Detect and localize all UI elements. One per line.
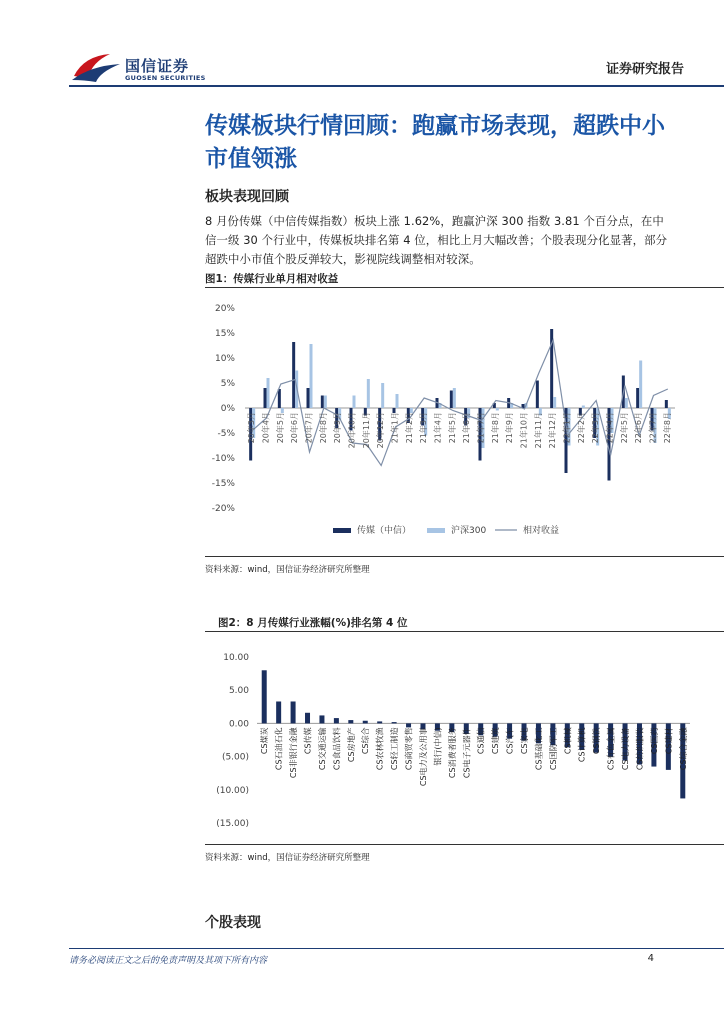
x-tick-label: CS综合金融 — [678, 727, 688, 771]
x-tick-label: CS国防军工 — [548, 727, 558, 771]
bar-industry — [319, 715, 324, 723]
bar-media — [321, 396, 324, 409]
x-tick-label: CS电力及公用事 — [418, 727, 428, 787]
x-tick-label: CS非银行金融 — [289, 727, 299, 779]
x-tick-label: CS电子元器件 — [462, 727, 472, 779]
x-tick-label: 21年9月 — [505, 412, 515, 444]
x-tick-label: 银行(中信) — [433, 727, 443, 766]
logo-name-cn: 国信证券 — [125, 57, 190, 75]
bar-hs300 — [496, 408, 499, 411]
bar-hs300 — [453, 388, 456, 408]
x-tick-label: 22年1月 — [562, 412, 572, 444]
y-tick-label: 10% — [214, 354, 235, 364]
x-tick-label: CS传媒 — [303, 727, 313, 755]
x-tick-label: 21年6月 — [462, 412, 472, 444]
x-tick-label: CS商贸零售 — [404, 727, 414, 771]
figure2-title: 图2：8 月传媒行业涨幅(%)排名第 4 位 — [218, 617, 408, 629]
y-tick-label: 10.00 — [223, 653, 249, 663]
figure1-top-rule — [205, 287, 724, 288]
x-tick-label: CS基础化工 — [534, 727, 544, 771]
x-tick-label: 21年7月 — [476, 412, 486, 444]
bar-industry — [334, 718, 339, 723]
bar-hs300 — [267, 378, 270, 408]
bar-industry — [377, 721, 382, 723]
figure1-source: 资料来源：wind，国信证券经济研究所整理 — [205, 565, 370, 575]
x-tick-label: 21年4月 — [433, 412, 443, 444]
x-tick-label: 20年11月 — [361, 412, 371, 449]
x-tick-label: CS建筑 — [491, 727, 501, 755]
page-number: 4 — [647, 953, 654, 964]
x-tick-label: 20年10月 — [347, 412, 357, 449]
bar-media — [665, 400, 668, 408]
chart1-monthly-relative-return — [205, 290, 724, 550]
bar-industry — [406, 723, 411, 727]
x-tick-label: 22年4月 — [605, 412, 615, 444]
legend-swatch-hs300 — [427, 528, 445, 533]
x-tick-label: CS综合 — [361, 727, 371, 755]
x-tick-label: 22年7月 — [648, 412, 658, 444]
footer-disclaimer: 请务必阅读正文之后的免责声明及其项下所有内容 — [69, 956, 268, 966]
bar-hs300 — [310, 344, 313, 408]
bar-hs300 — [625, 398, 628, 408]
logo — [70, 50, 122, 84]
subsection-title: 板块表现回顾 — [205, 189, 289, 205]
bar-hs300 — [582, 406, 585, 409]
x-tick-label: CS医药 — [649, 727, 659, 755]
x-tick-label: CS钢铁 — [592, 727, 602, 755]
figure1-bottom-rule — [205, 556, 724, 557]
x-tick-label: 20年6月 — [290, 412, 300, 444]
bar-media — [636, 388, 639, 408]
bar-media — [450, 391, 453, 409]
x-tick-label: CS通信 — [476, 727, 486, 755]
x-tick-label: CS电力设备 — [621, 727, 631, 771]
x-tick-label: 22年2月 — [576, 412, 586, 444]
logo-name-en: GUOSEN SECURITIES — [125, 74, 206, 82]
y-tick-label: (10.00) — [216, 785, 249, 796]
figure2-source: 资料来源：wind，国信证券经济研究所整理 — [205, 853, 370, 863]
bar-industry — [305, 713, 310, 724]
bar-media — [264, 388, 267, 408]
x-tick-label: CS农林牧渔 — [375, 727, 385, 771]
header-divider — [69, 85, 724, 87]
y-tick-label: 15% — [214, 329, 235, 339]
bar-industry — [276, 701, 281, 723]
chart2-industry-ranking — [205, 635, 724, 840]
y-tick-label: 20% — [214, 304, 235, 314]
x-tick-label: CS房地产 — [346, 727, 356, 763]
x-tick-label: CS建材 — [664, 727, 674, 755]
x-tick-label: 21年11月 — [533, 412, 543, 449]
x-tick-label: 20年4月 — [261, 412, 271, 444]
figure1-title: 图1：传媒行业单月相对收益 — [205, 273, 339, 285]
x-tick-label: 21年10月 — [519, 412, 529, 449]
x-tick-label: CS汽车 — [505, 727, 515, 755]
y-tick-label: (5.00) — [221, 752, 249, 763]
bar-industry — [262, 670, 267, 723]
bar-hs300 — [553, 397, 556, 408]
x-tick-label: CS消费者服务 — [447, 727, 457, 779]
x-tick-label: CS煤炭 — [260, 727, 270, 755]
x-tick-label: 22年5月 — [619, 412, 629, 444]
legend-label-hs300: 沪深300 — [451, 526, 487, 536]
x-tick-label: CS纺织服装 — [635, 727, 645, 771]
x-tick-label: 21年8月 — [490, 412, 500, 444]
x-tick-label: 20年9月 — [333, 412, 343, 444]
bar-industry — [348, 720, 353, 723]
legend-swatch-media — [333, 528, 351, 533]
x-tick-label: 20年3月 — [247, 412, 257, 444]
bar-media — [307, 388, 310, 408]
bar-hs300 — [324, 396, 327, 409]
x-tick-label: 21年2月 — [404, 412, 414, 444]
x-tick-label: 21年3月 — [419, 412, 429, 444]
x-tick-label: 20年7月 — [304, 412, 314, 444]
x-tick-label: CS计算机 — [577, 727, 587, 763]
y-tick-label: 5% — [220, 379, 235, 389]
bar-hs300 — [639, 361, 642, 409]
y-tick-label: 0.00 — [228, 719, 249, 730]
figure2-top-rule — [205, 631, 724, 632]
y-tick-label: 0% — [220, 404, 235, 414]
x-tick-label: 22年6月 — [634, 412, 644, 444]
x-tick-label: 20年12月 — [376, 412, 386, 449]
x-tick-label: CS石油石化 — [274, 727, 284, 771]
x-tick-label: 22年3月 — [591, 412, 601, 444]
line-relative-return — [252, 340, 668, 466]
document-type: 证券研究报告 — [605, 62, 684, 77]
bar-hs300 — [353, 396, 356, 409]
figure2-bottom-rule — [205, 844, 724, 845]
y-tick-label: (15.00) — [216, 819, 249, 829]
guosen-logo-icon — [70, 50, 122, 84]
legend-label-media: 传媒（中信） — [357, 526, 412, 536]
y-tick-label: -15% — [211, 479, 235, 489]
bar-industry — [291, 701, 296, 723]
footer-divider — [69, 948, 724, 949]
x-tick-label: 21年5月 — [447, 412, 457, 444]
x-tick-label: CS轻工制造 — [390, 727, 400, 771]
bar-media — [536, 381, 539, 409]
section-title: 传媒板块行情回顾：跑赢市场表现，超跌中小市值领涨 — [205, 113, 665, 172]
bar-industry — [363, 721, 368, 724]
x-tick-label: CS有色金属 — [606, 727, 616, 771]
x-tick-label: 20年5月 — [275, 412, 285, 444]
bar-hs300 — [396, 394, 399, 408]
y-tick-label: 5.00 — [228, 686, 249, 697]
stocks-heading: 个股表现 — [205, 915, 261, 931]
y-tick-label: -5% — [217, 429, 235, 439]
bar-hs300 — [367, 379, 370, 408]
x-tick-label: CS交通运输 — [317, 727, 327, 771]
bar-media — [278, 389, 281, 408]
legend-label-relative: 相对收益 — [523, 526, 560, 536]
bar-hs300 — [381, 383, 384, 408]
y-tick-label: -10% — [211, 454, 235, 464]
x-tick-label: 22年8月 — [662, 412, 672, 444]
x-tick-label: CS食品饮料 — [332, 727, 342, 771]
x-tick-label: 20年8月 — [318, 412, 328, 444]
x-tick-label: 21年1月 — [390, 412, 400, 444]
x-tick-label: CS机械 — [563, 727, 573, 755]
bar-industry — [392, 722, 397, 723]
x-tick-label: CS家电 — [520, 727, 530, 755]
x-tick-label: 21年12月 — [548, 412, 558, 449]
y-tick-label: -20% — [211, 504, 235, 514]
bar-media — [292, 342, 295, 408]
summary-paragraph: 8 月份传媒（中信传媒指数）板块上涨 1.62%，跑赢沪深 300 指数 3.81 个百分点，在中信一级 30 个行业中，传媒板块排名第 4 位，相比上月大幅改善；个股表现分化显著，部分超跌中小市值个股反弹较大，影视院线调整相对较深。 — [205, 214, 668, 266]
